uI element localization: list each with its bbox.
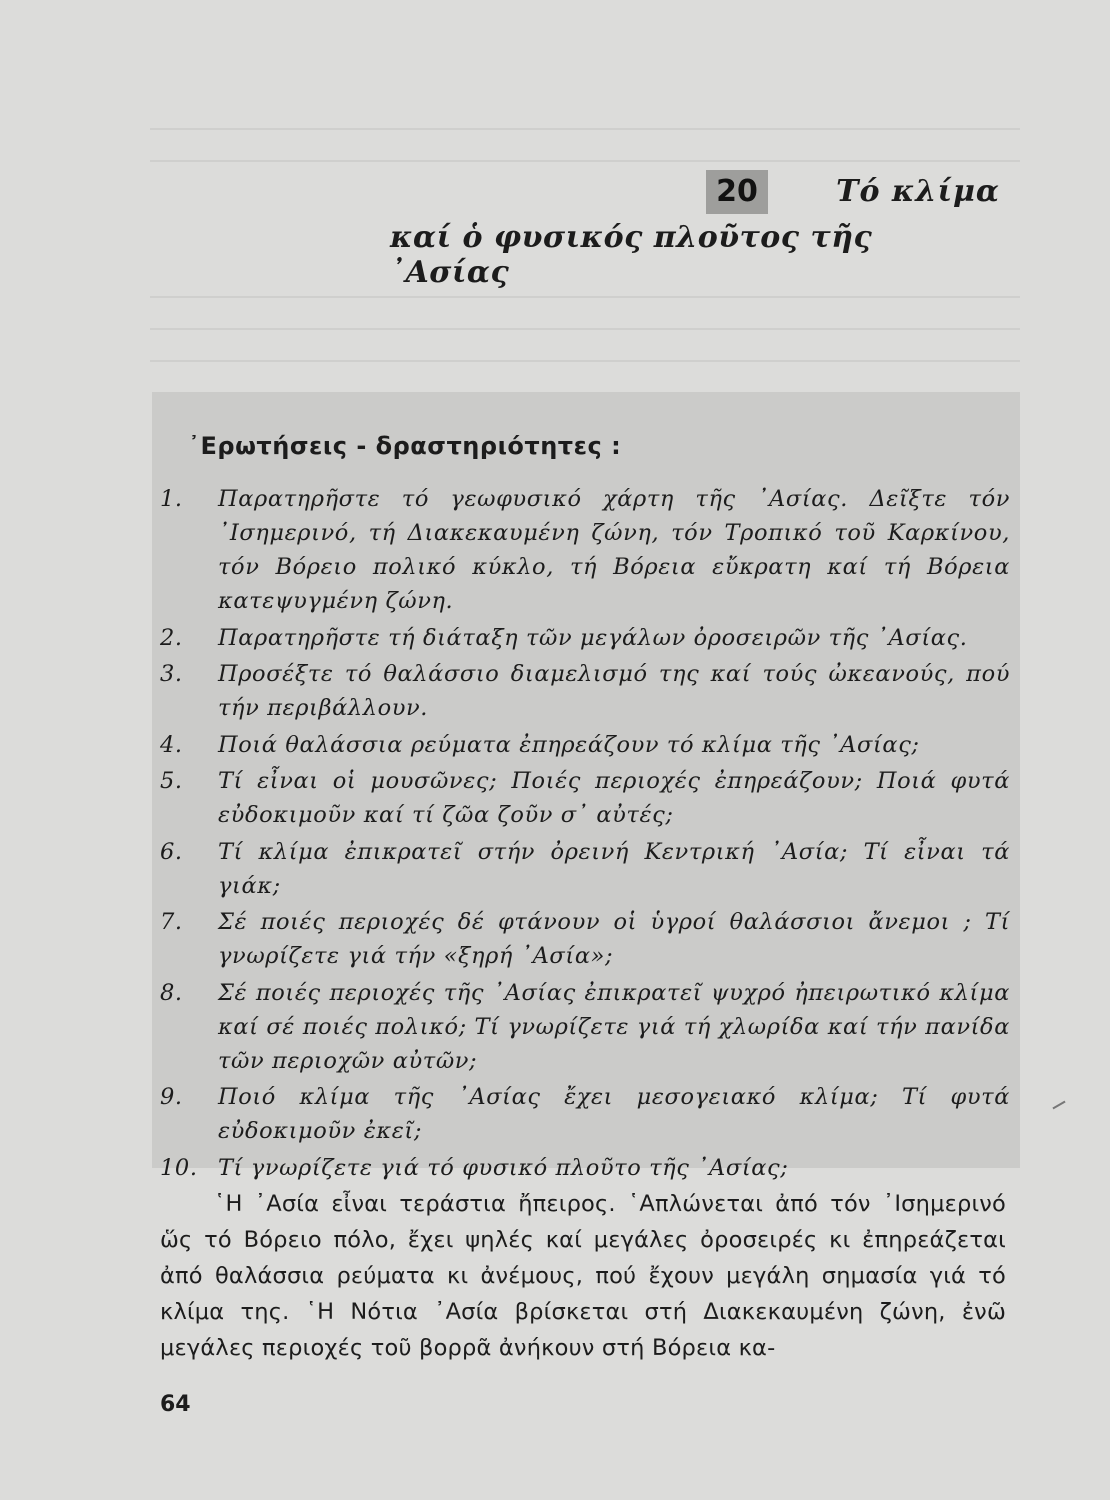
question-item <box>160 728 1010 762</box>
question-text: Τί γνωρίζετε γιά τό φυσικό πλοῦτο τῆς ᾿Ασίας; <box>218 1154 789 1181</box>
question-text: Τί εἶναι οἱ μουσῶνες; Ποιές περιοχές ἐπηρεάζουν; Ποιά φυτά εὐδοκιμοῦν καί τί ζῶα ζοῦν σ᾿ αὐτές; <box>218 768 1010 828</box>
show-through-line <box>150 128 1020 130</box>
question-item <box>160 905 1010 973</box>
question-item <box>160 482 1010 618</box>
question-number: 9. <box>160 1084 183 1110</box>
questions-list <box>160 482 1010 1185</box>
question-text: Παρατηρῆστε τή διάταξη τῶν μεγάλων ὀροσειρῶν τῆς ᾿Ασίας. <box>218 624 968 651</box>
question-text: Παρατηρῆστε τό γεωφυσικό χάρτη τῆς ᾿Ασίας. Δεῖξτε τόν ᾿Ισημερινό, τή Διακεκαυμένη ζώνη, τόν Τροπικό τοῦ Καρκίνου, τόν Βόρειο πολικό κύκλο, τή Βόρεια εὔκρατη καί τή Βόρεια κατεψυγμένη ζώνη. <box>218 486 1010 614</box>
question-number: 3. <box>160 661 183 687</box>
question-number: 5. <box>160 768 183 794</box>
question-item <box>160 1151 1010 1185</box>
lesson-title-block <box>390 168 1010 290</box>
questions-heading: ᾿Ερωτήσεις - δραστηριότητες : <box>188 432 622 460</box>
question-number: 6. <box>160 838 183 865</box>
question-text: Τί κλίμα ἐπικρατεῖ στήν ὀρεινή Κεντρική ᾿Ασία; Τί εἶναι τά γιάκ; <box>218 838 1010 899</box>
question-item <box>160 621 1010 655</box>
question-text: Ποιό κλίμα τῆς ᾿Ασίας ἔχει μεσογειακό κλίμα; Τί φυτά εὐδοκιμοῦν ἐκεῖ; <box>218 1084 1010 1144</box>
question-number: 4. <box>160 731 183 758</box>
show-through-line <box>150 360 1020 362</box>
question-item <box>160 976 1010 1078</box>
question-number: 2. <box>160 624 183 651</box>
question-text: Σέ ποιές περιοχές δέ φτάνουν οἱ ὑγροί θαλάσσιοι ἄνεμοι ; Τί γνωρίζετε γιά τήν «ξηρή ᾿Ασία»; <box>218 909 1010 969</box>
question-number: 1. <box>160 486 183 512</box>
lesson-title-line-2: καί ὁ φυσικός πλοῦτος τῆς ᾿Ασίας <box>390 220 873 290</box>
question-number: 7. <box>160 909 183 935</box>
question-item <box>160 835 1010 903</box>
question-text: Προσέξτε τό θαλάσσιο διαμελισμό της καί τούς ὠκεανούς, πού τήν περιβάλλουν. <box>218 661 1010 721</box>
show-through-line <box>150 328 1020 330</box>
lesson-number-badge: 20 <box>706 170 768 214</box>
page-number: 64 <box>160 1392 191 1417</box>
question-item <box>160 764 1010 832</box>
question-text: Ποιά θαλάσσια ρεύματα ἐπηρεάζουν τό κλίμα τῆς ᾿Ασίας; <box>218 731 920 758</box>
body-paragraph: ῾Η ᾿Ασία εἶναι τεράστια ἤπειρος. ῾Απλώνεται ἀπό τόν ᾿Ισημερινό ὥς τό Βόρειο πόλο, ἔχει ψηλές καί μεγάλες ὀροσειρές κι ἐπηρεάζεται ἀπό θαλάσσια ρεύματα κι ἀνέμους, πού ἔχουν μεγάλη σημασία γιά τό κλίμα της. ῾Η Νότια ᾿Ασία βρίσκεται στή Διακεκαυμένη ζώνη, ἐνῶ μεγάλες περιοχές τοῦ βορρᾶ ἀνήκουν στή Βόρεια κα- <box>160 1191 1006 1361</box>
question-text: Σέ ποιές περιοχές τῆς ᾿Ασίας ἐπικρατεῖ ψυχρό ἠπειρωτικό κλίμα καί σέ ποιές πολικό; Τί γνωρίζετε γιά τή χλωρίδα καί τήν πανίδα τῶν περιοχῶν αὐτῶν; <box>218 979 1010 1074</box>
question-number: 10. <box>160 1154 198 1181</box>
question-item <box>160 1080 1010 1148</box>
show-through-line <box>150 160 1020 162</box>
show-through-line <box>150 296 1020 298</box>
question-number: 8. <box>160 979 183 1006</box>
scan-mark <box>1052 1101 1065 1110</box>
question-item <box>160 657 1010 725</box>
lesson-title-line-1: Τό κλίμα <box>836 174 1000 209</box>
